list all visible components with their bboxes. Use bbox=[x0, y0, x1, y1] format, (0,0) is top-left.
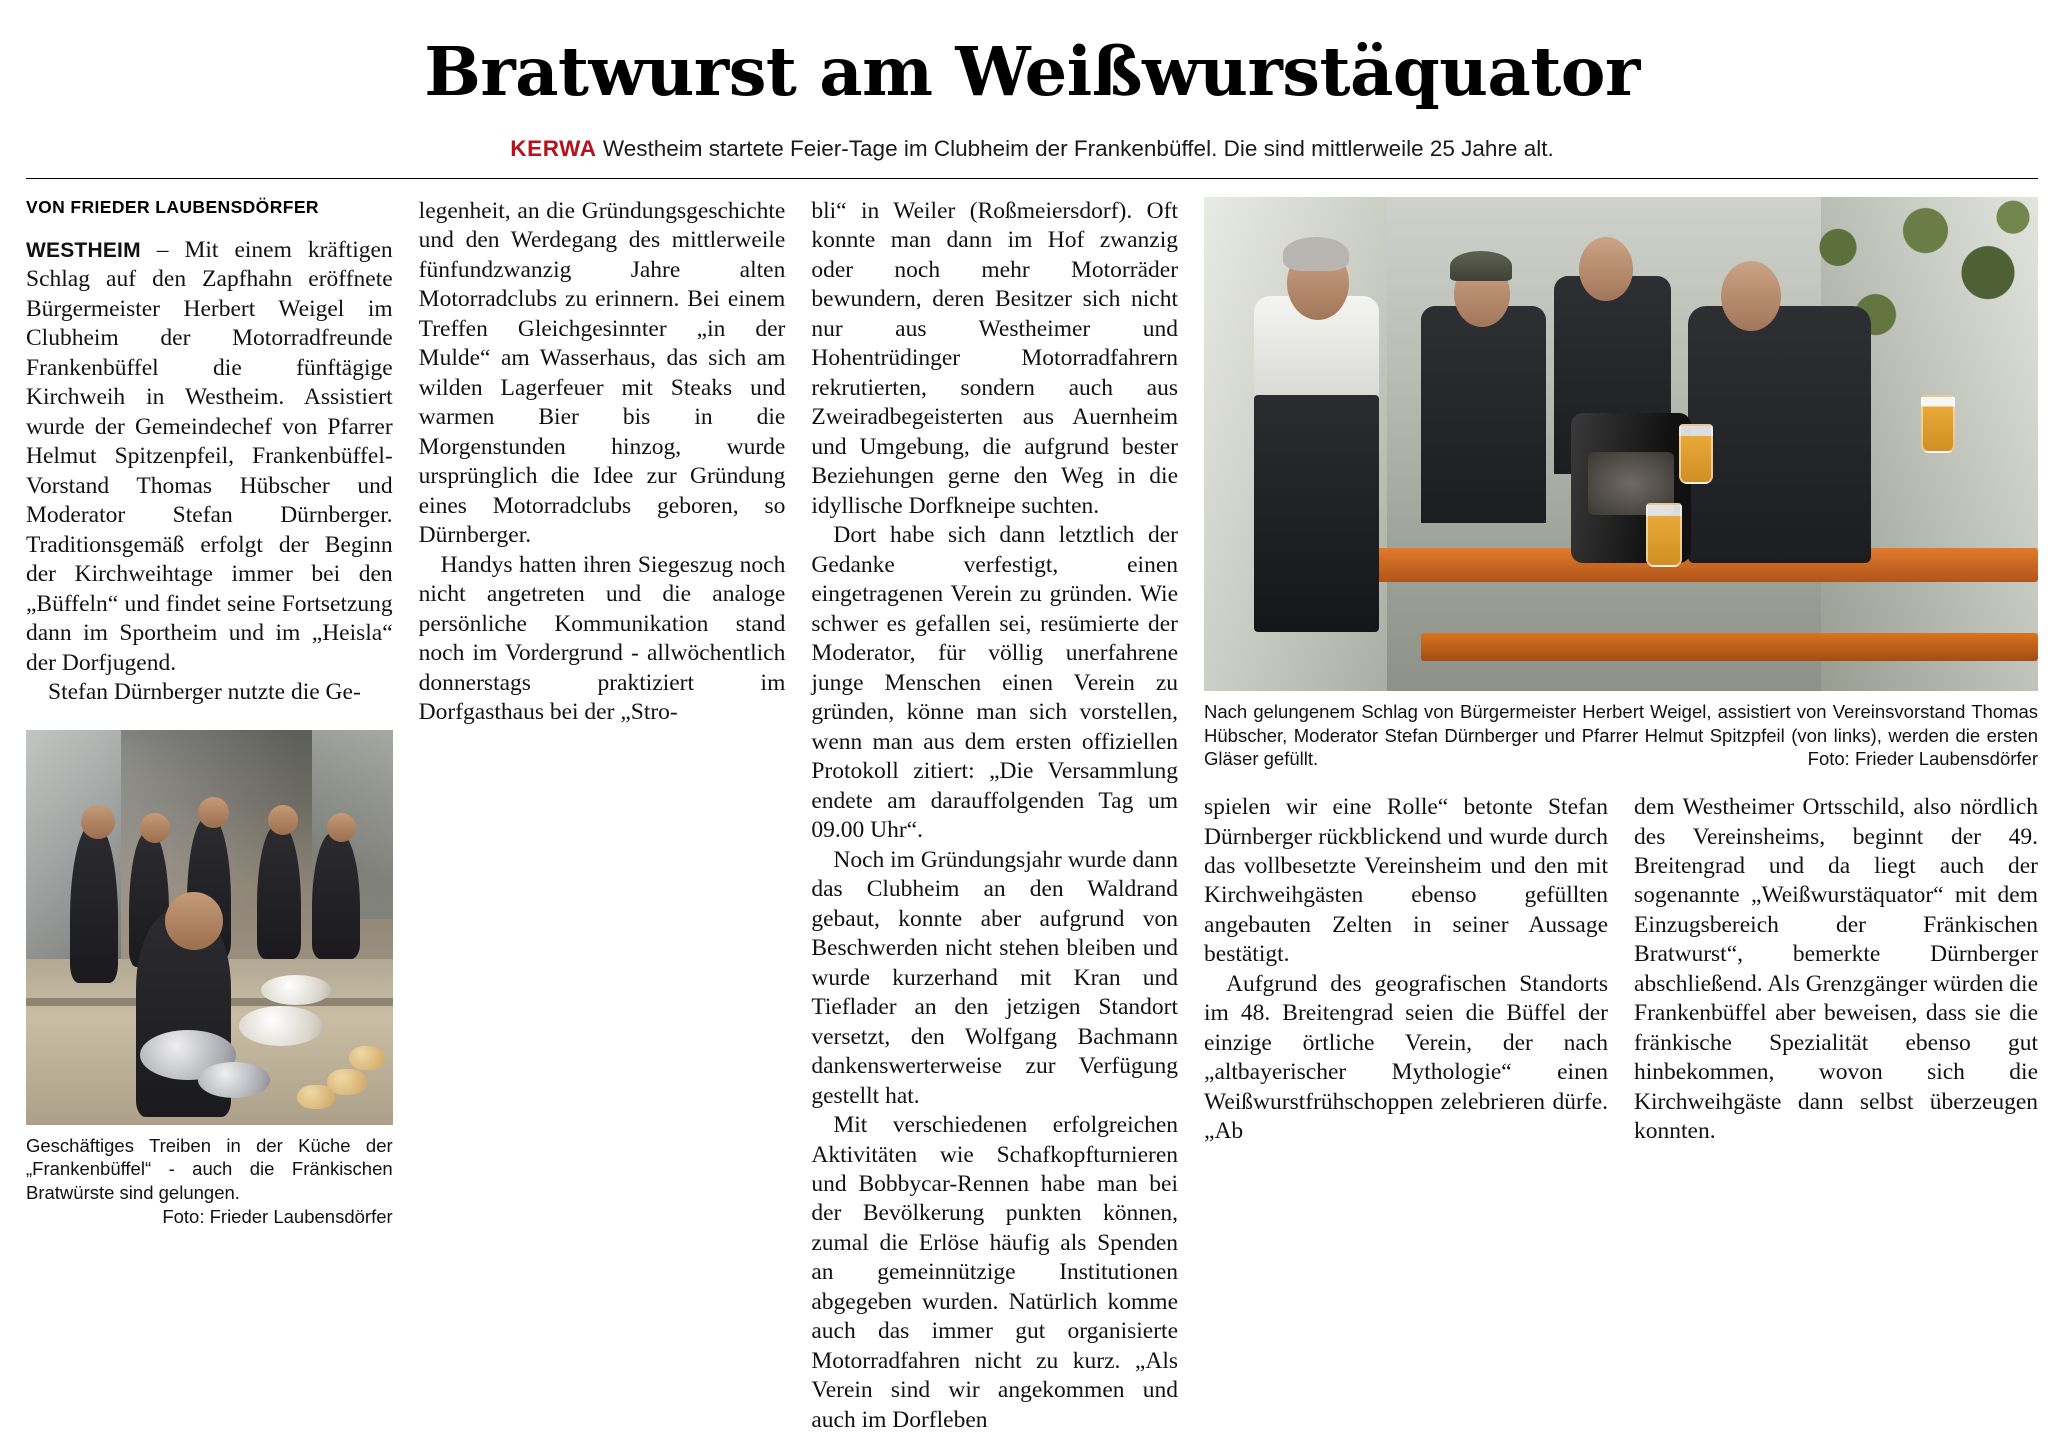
column-3 bbox=[811, 197, 1178, 1435]
byline: VON FRIEDER LAUBENSDÖRFER bbox=[26, 197, 319, 217]
article-columns bbox=[26, 197, 2038, 1435]
lower-right-columns bbox=[1204, 793, 2038, 1147]
photo-credit: Foto: Frieder Laubensdörfer bbox=[1807, 748, 2039, 770]
paragraph bbox=[26, 236, 393, 678]
figure-tap bbox=[1204, 197, 2038, 771]
header-divider bbox=[26, 178, 2038, 179]
caption-text: Nach gelungenem Schlag von Bürgermeister Herbert Weigel, assistiert von Vereinsvorstand Thomas Hübscher, Moderator Stefan Dürnberger und Pfarrer Helmut Spitzpfeil (von links), werden die ersten Gläser gefüllt. bbox=[1204, 701, 2039, 770]
paragraph: Dort habe sich dann letztlich der Gedanke verfestigt, einen eingetragenen Verein zu gründen. Wie schwer es gefallen sei, resümierte der Moderator, für völlig unerfahrene junge Menschen einen Verein zu gründen, könne man sich vorstellen, wenn man aus dem ersten offiziellen Protokoll zitiert: „Die Versammlung endete am darauffolgenden Tag um 09.00 Uhr“. bbox=[811, 522, 1179, 844]
paragraph: Handys hatten ihren Siegeszug noch nicht angetreten und die analoge persönliche Kommunikation stand noch im Vordergrund - allwöchentlich donnerstags praktiziert im Dorfgasthaus bei der „Stro- bbox=[418, 551, 786, 726]
column-group-right bbox=[1204, 197, 2038, 1435]
paragraph: dem Westheimer Ortsschild, also nördlich des Vereinsheims, beginnt der 49. Breitengrad und da liegt auch der sogenannte „Weißwurstäquator“ mit dem Einzugsbereich der Fränkischen Bratwurst“, bemerkte Dürnberger abschließend. Als Grenzgänger würden die Frankenbüffel aber beweisen, dass sie die fränkische Spezialität ebenso gut hinbekommen, wovon sich die Kirchweihgäste dann selbst überzeugen konnten. bbox=[1634, 794, 2039, 1145]
paragraph: Stefan Dürnberger nutzte die Ge- bbox=[48, 679, 361, 706]
paragraph: Mit verschiedenen erfolgreichen Aktivitäten wie Schafkopfturnieren und Bobbycar-Rennen habe man bei der Bevölkerung punkten können, zumal die Erlöse häufig als Spenden an gemeinnützige Institutionen abgegeben wurden. Natürlich komme auch das immer gut organisierte Motorradfahren nicht zu kurz. „Als Verein sind wir angekommen und auch im Dorfleben bbox=[811, 1112, 1179, 1433]
subheadline-text: Westheim startete Feier-Tage im Clubheim der Frankenbüffel. Die sind mittlerweile 25 Jahre alt. bbox=[602, 136, 1554, 161]
photo-kitchen-caption bbox=[26, 1134, 393, 1227]
page-title: Bratwurst am Weißwurstäquator bbox=[424, 32, 1640, 111]
photo-kitchen bbox=[26, 730, 393, 1125]
column-4 bbox=[1204, 793, 1608, 1147]
photo-credit: Foto: Frieder Laubensdörfer bbox=[162, 1205, 393, 1227]
caption-text: Geschäftiges Treiben in der Küche der „Frankenbüffel“ - auch die Fränkischen Bratwürste sind gelungen. bbox=[26, 1134, 393, 1204]
photo-tap bbox=[1204, 197, 2038, 691]
subheadline bbox=[26, 136, 2038, 162]
paragraph: legenheit, an die Gründungsgeschichte und den Werdegang des mittlerweile fünfundzwanzig Jahre alten Motorradclubs zu erinnern. Bei einem Treffen Gleichgesinnter „in der Mulde“ am Wasserhaus, das sich am wilden Lagerfeuer mit Steaks und warmen Bier bis in die Morgenstunden hinzog, wurde ursprünglich die Idee zur Gründung eines Motorradclubs geboren, so Dürnberger. bbox=[418, 198, 786, 549]
newspaper-page bbox=[0, 32, 2064, 1448]
column-1 bbox=[26, 197, 393, 1435]
paragraph: spielen wir eine Rolle“ betonte Stefan Dürnberger rückblickend und wurde durch das vollbesetzte Vereinsheim und den mit Kirchweihgästen ebenso gefüllten angebauten Zelten in seiner Aussage bestätigt. bbox=[1204, 794, 1609, 968]
paragraph: bli“ in Weiler (Roßmeiersdorf). Oft konnte man dann im Hof zwanzig oder noch mehr Motorräder bewundern, deren Besitzer sich nicht nur aus Westheimer und Hohentrüdinger Motorradfahrern rekrutierten, sondern auch aus Zweiradbegeisterten aus Auernheim und Umgebung, die aufgrund bester Beziehungen gerne den Weg in die idyllische Dorfkneipe suchten. bbox=[811, 198, 1179, 519]
dateline: WESTHEIM bbox=[26, 239, 141, 262]
column-5 bbox=[1634, 793, 2038, 1147]
figure-kitchen bbox=[26, 730, 393, 1227]
paragraph-text: – Mit einem kräftigen Schlag auf den Zapfhahn eröffnete Bürgermeister Herbert Weigel im Clubheim der Motorradfreunde Frankenbüffel die fünftägige Kirchweih in Westheim. Assistiert wurde der Gemeindechef von Pfarrer Helmut Spitzenpfeil, Frankenbüffel-Vorstand Thomas Hübscher und Moderator Stefan Dürnberger. Traditionsgemäß erfolgt der Beginn der Kirchweihtage immer bei den „Büffeln“ und findet seine Fortsetzung dann im Sportheim und im „Heisla“ der Dorfjugend. bbox=[26, 237, 393, 676]
paragraph: Aufgrund des geografischen Standorts im 48. Breitengrad seien die Büffel der einzige örtliche Verein, der nach „altbayerischer Mythologie“ einen Weißwurstfrühschoppen zelebrieren dürfe. „Ab bbox=[1204, 970, 1609, 1145]
photo-tap-caption bbox=[1204, 700, 2038, 771]
section-kicker: KERWA bbox=[510, 136, 597, 161]
column-2 bbox=[419, 197, 786, 1435]
paragraph: Noch im Gründungsjahr wurde dann das Clubheim an den Waldrand gebaut, konnte aber aufgrund von Beschwerden nicht stehen bleiben und wurde kurzerhand mit Kran und Tieflader an den jetzigen Standort versetzt, den Wolfgang Bachmann dankenswerterweise zur Verfügung gestellt hat. bbox=[811, 846, 1179, 1109]
